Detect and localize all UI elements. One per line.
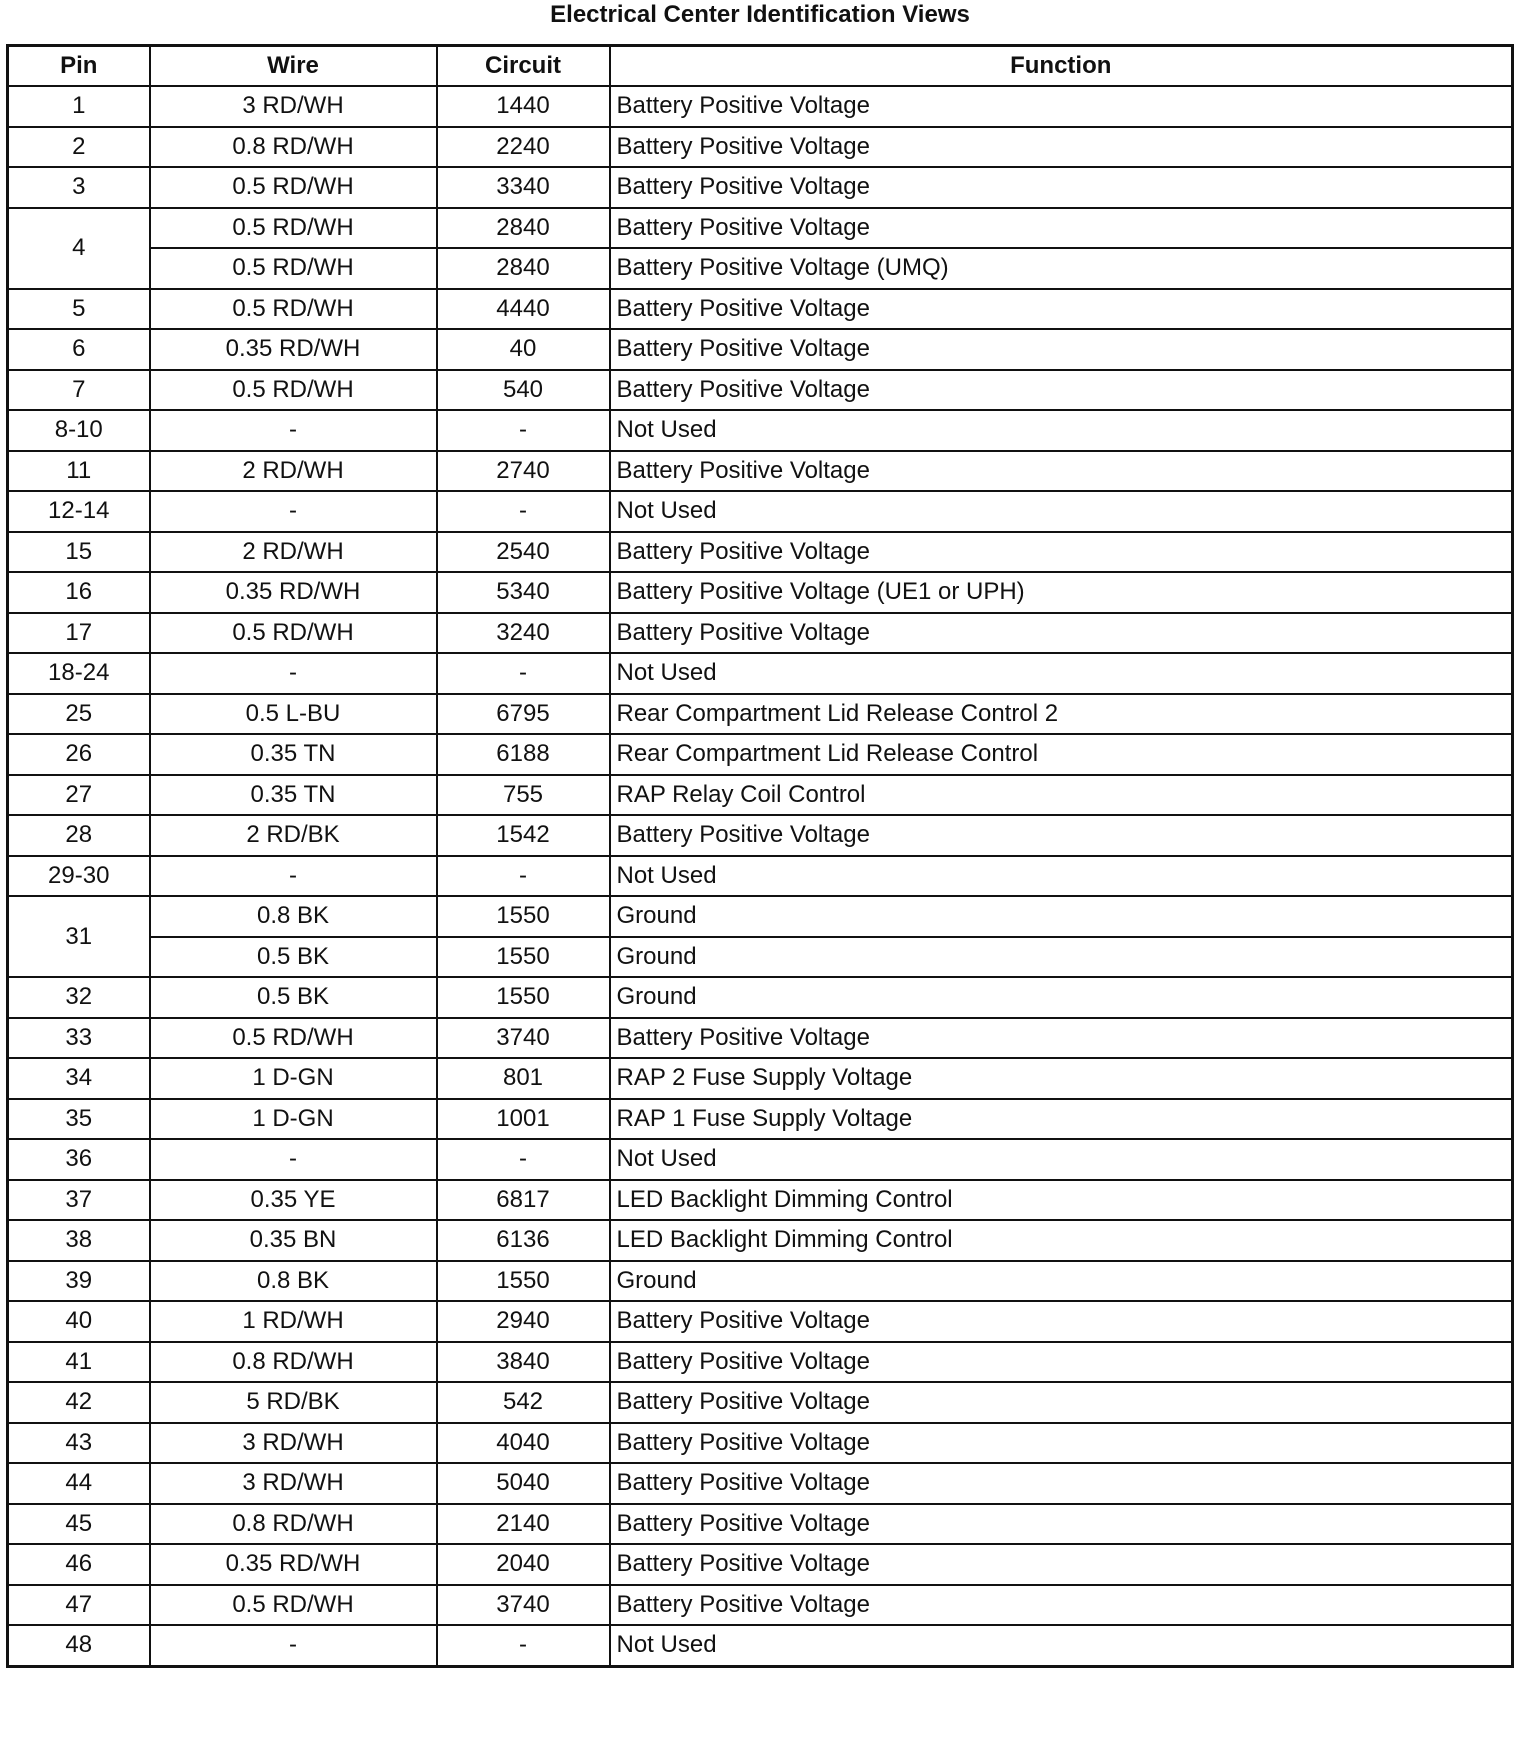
wire-cell: - [150,491,437,532]
function-cell: Battery Positive Voltage [610,451,1513,492]
table-row [8,289,1513,330]
function-cell: Rear Compartment Lid Release Control 2 [610,694,1513,735]
table-row [8,1220,1513,1261]
wire-cell: 0.5 RD/WH [150,370,437,411]
pin-cell: 16 [8,572,150,613]
wire-cell: 1 RD/WH [150,1301,437,1342]
wire-cell: 0.5 BK [150,977,437,1018]
function-cell: Battery Positive Voltage [610,289,1513,330]
function-cell: Battery Positive Voltage [610,370,1513,411]
circuit-cell: 2840 [437,248,610,289]
function-cell: Battery Positive Voltage [610,329,1513,370]
header-pin: Pin [8,46,150,87]
circuit-cell: 1550 [437,1261,610,1302]
wire-cell: 2 RD/WH [150,451,437,492]
circuit-cell: 2740 [437,451,610,492]
circuit-cell: 1550 [437,896,610,937]
function-cell: LED Backlight Dimming Control [610,1220,1513,1261]
table-row [8,1018,1513,1059]
wire-cell: - [150,1625,437,1666]
circuit-cell: 4040 [437,1423,610,1464]
wire-cell: 0.35 TN [150,734,437,775]
function-cell: RAP Relay Coil Control [610,775,1513,816]
pin-cell: 37 [8,1180,150,1221]
wire-cell: 5 RD/BK [150,1382,437,1423]
circuit-cell: 755 [437,775,610,816]
wire-cell: 3 RD/WH [150,1423,437,1464]
table-row [8,653,1513,694]
pin-cell: 15 [8,532,150,573]
wire-cell: 1 D-GN [150,1099,437,1140]
pin-cell: 2 [8,127,150,168]
wire-cell: 0.5 RD/WH [150,1018,437,1059]
table-row [8,1099,1513,1140]
header-function: Function [610,46,1513,87]
circuit-cell: 6188 [437,734,610,775]
table-row [8,410,1513,451]
pin-cell: 11 [8,451,150,492]
circuit-cell: - [437,491,610,532]
circuit-cell: 3240 [437,613,610,654]
function-cell: Not Used [610,1139,1513,1180]
function-cell: Battery Positive Voltage [610,1504,1513,1545]
function-cell: Battery Positive Voltage [610,1463,1513,1504]
wire-cell: 0.5 RD/WH [150,1585,437,1626]
pin-cell: 44 [8,1463,150,1504]
pin-cell: 40 [8,1301,150,1342]
wire-cell: 0.5 BK [150,937,437,978]
table-row [8,775,1513,816]
circuit-cell: - [437,1139,610,1180]
function-cell: Not Used [610,1625,1513,1666]
table-row [8,937,1513,978]
pin-cell: 45 [8,1504,150,1545]
function-cell: Battery Positive Voltage [610,127,1513,168]
circuit-cell: 2240 [437,127,610,168]
function-cell: LED Backlight Dimming Control [610,1180,1513,1221]
wire-cell: 0.35 RD/WH [150,1544,437,1585]
circuit-cell: - [437,856,610,897]
table-row [8,86,1513,127]
circuit-cell: 40 [437,329,610,370]
function-cell: Battery Positive Voltage [610,1342,1513,1383]
pin-cell: 31 [8,896,150,977]
table-row [8,532,1513,573]
table-row [8,1504,1513,1545]
circuit-cell: 2940 [437,1301,610,1342]
table-header-row [8,46,1513,87]
wire-cell: 0.5 RD/WH [150,289,437,330]
table-row [8,370,1513,411]
wire-cell: 0.35 RD/WH [150,572,437,613]
circuit-cell: 2540 [437,532,610,573]
circuit-cell: 540 [437,370,610,411]
circuit-cell: - [437,653,610,694]
wire-cell: 0.8 RD/WH [150,127,437,168]
wire-cell: 0.5 RD/WH [150,613,437,654]
pin-cell: 47 [8,1585,150,1626]
header-circuit: Circuit [437,46,610,87]
table-row [8,208,1513,249]
table-row [8,451,1513,492]
pin-table [6,44,1514,1668]
table-row [8,1463,1513,1504]
function-cell: Battery Positive Voltage [610,532,1513,573]
wire-cell: 1 D-GN [150,1058,437,1099]
function-cell: Battery Positive Voltage [610,815,1513,856]
pin-cell: 8-10 [8,410,150,451]
function-cell: Battery Positive Voltage [610,167,1513,208]
function-cell: Battery Positive Voltage [610,1018,1513,1059]
circuit-cell: 2840 [437,208,610,249]
function-cell: Not Used [610,653,1513,694]
table-row [8,248,1513,289]
table-row [8,1585,1513,1626]
pin-cell: 17 [8,613,150,654]
circuit-cell: 4440 [437,289,610,330]
wire-cell: 2 RD/BK [150,815,437,856]
pin-cell: 4 [8,208,150,289]
circuit-cell: - [437,1625,610,1666]
circuit-cell: 1550 [437,977,610,1018]
function-cell: Not Used [610,856,1513,897]
function-cell: Battery Positive Voltage [610,613,1513,654]
pin-cell: 12-14 [8,491,150,532]
circuit-cell: 1001 [437,1099,610,1140]
function-cell: Battery Positive Voltage [610,86,1513,127]
pin-cell: 39 [8,1261,150,1302]
table-row [8,1301,1513,1342]
pin-cell: 26 [8,734,150,775]
wire-cell: 3 RD/WH [150,1463,437,1504]
table-row [8,1139,1513,1180]
table-row [8,977,1513,1018]
wire-cell: 0.8 RD/WH [150,1342,437,1383]
function-cell: RAP 1 Fuse Supply Voltage [610,1099,1513,1140]
pin-cell: 43 [8,1423,150,1464]
function-cell: RAP 2 Fuse Supply Voltage [610,1058,1513,1099]
table-row [8,1382,1513,1423]
header-wire: Wire [150,46,437,87]
circuit-cell: 1440 [437,86,610,127]
function-cell: Ground [610,977,1513,1018]
circuit-cell: 1542 [437,815,610,856]
wire-cell: 0.8 BK [150,896,437,937]
pin-cell: 48 [8,1625,150,1666]
function-cell: Battery Positive Voltage [610,208,1513,249]
wire-cell: - [150,410,437,451]
wire-cell: 2 RD/WH [150,532,437,573]
circuit-cell: 3740 [437,1018,610,1059]
function-cell: Battery Positive Voltage (UMQ) [610,248,1513,289]
table-row [8,1625,1513,1666]
table-row [8,1342,1513,1383]
circuit-cell: 3340 [437,167,610,208]
pin-cell: 18-24 [8,653,150,694]
pin-cell: 34 [8,1058,150,1099]
pin-cell: 32 [8,977,150,1018]
circuit-cell: 1550 [437,937,610,978]
circuit-cell: 2040 [437,1544,610,1585]
table-row [8,491,1513,532]
pin-cell: 41 [8,1342,150,1383]
circuit-cell: 5340 [437,572,610,613]
function-cell: Ground [610,1261,1513,1302]
wire-cell: 0.35 YE [150,1180,437,1221]
table-row [8,896,1513,937]
table-row [8,1058,1513,1099]
wire-cell: 0.5 RD/WH [150,167,437,208]
pin-cell: 25 [8,694,150,735]
circuit-cell: 5040 [437,1463,610,1504]
circuit-cell: - [437,410,610,451]
wire-cell: 0.5 RD/WH [150,208,437,249]
wire-cell: 3 RD/WH [150,86,437,127]
table-row [8,1261,1513,1302]
pin-cell: 46 [8,1544,150,1585]
table-row [8,167,1513,208]
pin-cell: 6 [8,329,150,370]
function-cell: Ground [610,937,1513,978]
table-row [8,329,1513,370]
wire-cell: 0.35 RD/WH [150,329,437,370]
wire-cell: 0.8 BK [150,1261,437,1302]
table-row [8,613,1513,654]
table-body [8,86,1513,1666]
function-cell: Ground [610,896,1513,937]
circuit-cell: 3740 [437,1585,610,1626]
wire-cell: 0.5 L-BU [150,694,437,735]
circuit-cell: 2140 [437,1504,610,1545]
table-row [8,1544,1513,1585]
wire-cell: - [150,653,437,694]
pin-cell: 5 [8,289,150,330]
table-row [8,734,1513,775]
pin-cell: 29-30 [8,856,150,897]
function-cell: Not Used [610,410,1513,451]
pin-cell: 27 [8,775,150,816]
pin-cell: 33 [8,1018,150,1059]
wire-cell: 0.35 BN [150,1220,437,1261]
pin-cell: 35 [8,1099,150,1140]
table-row [8,572,1513,613]
pin-cell: 7 [8,370,150,411]
wire-cell: 0.8 RD/WH [150,1504,437,1545]
circuit-cell: 6795 [437,694,610,735]
circuit-cell: 6136 [437,1220,610,1261]
function-cell: Battery Positive Voltage [610,1301,1513,1342]
function-cell: Battery Positive Voltage [610,1585,1513,1626]
function-cell: Battery Positive Voltage [610,1544,1513,1585]
table-row [8,127,1513,168]
function-cell: Battery Positive Voltage [610,1382,1513,1423]
circuit-cell: 542 [437,1382,610,1423]
table-row [8,1180,1513,1221]
function-cell: Not Used [610,491,1513,532]
function-cell: Battery Positive Voltage [610,1423,1513,1464]
wire-cell: 0.35 TN [150,775,437,816]
pin-cell: 1 [8,86,150,127]
table-row [8,815,1513,856]
wire-cell: 0.5 RD/WH [150,248,437,289]
page-title: Electrical Center Identification Views [550,1,970,28]
circuit-cell: 801 [437,1058,610,1099]
function-cell: Battery Positive Voltage (UE1 or UPH) [610,572,1513,613]
table-row [8,694,1513,735]
function-cell: Rear Compartment Lid Release Control [610,734,1513,775]
pin-cell: 38 [8,1220,150,1261]
circuit-cell: 3840 [437,1342,610,1383]
pin-cell: 3 [8,167,150,208]
table-row [8,856,1513,897]
pin-cell: 42 [8,1382,150,1423]
pin-cell: 36 [8,1139,150,1180]
pin-cell: 28 [8,815,150,856]
circuit-cell: 6817 [437,1180,610,1221]
wire-cell: - [150,856,437,897]
table-row [8,1423,1513,1464]
wire-cell: - [150,1139,437,1180]
